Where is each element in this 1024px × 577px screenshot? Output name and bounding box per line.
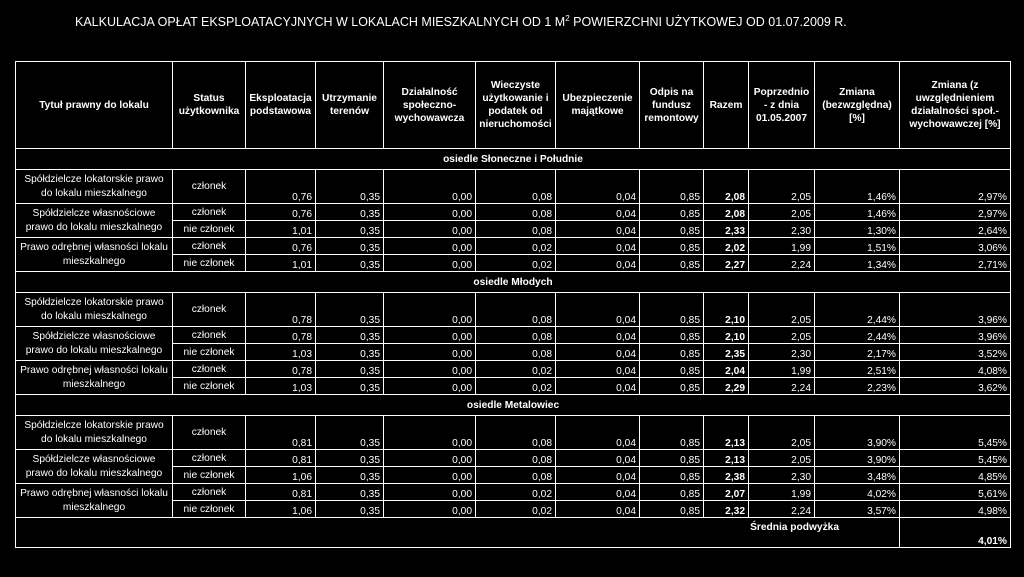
- value-cell: 0,00: [384, 450, 476, 467]
- value-cell: 0,35: [316, 467, 384, 484]
- value-cell: 2,13: [704, 450, 749, 467]
- section-row: [16, 272, 1011, 293]
- value-cell: 1,34%: [815, 255, 900, 272]
- value-cell: 3,48%: [815, 467, 900, 484]
- value-cell: 1,99: [749, 361, 815, 378]
- value-cell: 1,06: [246, 501, 316, 518]
- legal-title-cell: Spółdzielcze własnościowe prawo do lokalu mieszkalnego: [16, 327, 173, 361]
- summary-value: 4,01%: [900, 518, 1011, 548]
- section-row: [16, 149, 1011, 170]
- value-cell: 2,33: [704, 221, 749, 238]
- value-cell: 1,99: [749, 484, 815, 501]
- section-name: osiedle Młodych: [16, 272, 1011, 293]
- section-name: osiedle Słoneczne i Południe: [16, 149, 1011, 170]
- header-zmiana: Zmiana (bezwzględna) [%]: [815, 62, 900, 149]
- value-cell: 0,81: [246, 450, 316, 467]
- value-cell: 0,08: [476, 221, 556, 238]
- value-cell: 2,44%: [815, 327, 900, 344]
- value-cell: 0,00: [384, 238, 476, 255]
- table-row: [16, 416, 1011, 450]
- legal-title-cell: Spółdzielcze lokatorskie prawo do lokalu mieszkalnego: [16, 293, 173, 327]
- header-razem: Razem: [704, 62, 749, 149]
- value-cell: 1,03: [246, 344, 316, 361]
- value-cell: 0,76: [246, 238, 316, 255]
- value-cell: 0,02: [476, 501, 556, 518]
- value-cell: 0,04: [556, 378, 640, 395]
- value-cell: 2,24: [749, 501, 815, 518]
- header-utrzymanie: Utrzymanie terenów: [316, 62, 384, 149]
- value-cell: 0,04: [556, 416, 640, 450]
- legal-title-cell: Spółdzielcze lokatorskie prawo do lokalu mieszkalnego: [16, 416, 173, 450]
- value-cell: 2,07: [704, 484, 749, 501]
- value-cell: 0,78: [246, 361, 316, 378]
- value-cell: 0,35: [316, 344, 384, 361]
- status-cell: członek: [173, 450, 246, 467]
- value-cell: 0,35: [316, 501, 384, 518]
- value-cell: 2,30: [749, 221, 815, 238]
- legal-title-cell: Prawo odrębnej własności lokalu mieszkalnego: [16, 361, 173, 395]
- value-cell: 2,24: [749, 255, 815, 272]
- status-cell: członek: [173, 238, 246, 255]
- value-cell: 2,10: [704, 327, 749, 344]
- value-cell: 0,04: [556, 221, 640, 238]
- value-cell: 0,04: [556, 293, 640, 327]
- value-cell: 0,35: [316, 327, 384, 344]
- value-cell: 0,35: [316, 378, 384, 395]
- header-poprzednio: Poprzednio - z dnia 01.05.2007: [749, 62, 815, 149]
- value-cell: 0,35: [316, 361, 384, 378]
- table-row: [16, 361, 1011, 378]
- value-cell: 2,44%: [815, 293, 900, 327]
- value-cell: 5,45%: [900, 450, 1011, 467]
- value-cell: 1,01: [246, 221, 316, 238]
- status-cell: członek: [173, 484, 246, 501]
- value-cell: 1,03: [246, 378, 316, 395]
- value-cell: 0,85: [640, 450, 704, 467]
- value-cell: 4,08%: [900, 361, 1011, 378]
- status-cell: członek: [173, 416, 246, 450]
- value-cell: 0,00: [384, 416, 476, 450]
- value-cell: 0,76: [246, 170, 316, 204]
- value-cell: 0,85: [640, 327, 704, 344]
- header-zmiana-spol: Zmiana (z uwzględnieniem działalności społ.-wychowawczej [%]: [900, 62, 1011, 149]
- header-title: Tytuł prawny do lokalu: [16, 62, 173, 149]
- value-cell: 2,02: [704, 238, 749, 255]
- value-cell: 5,45%: [900, 416, 1011, 450]
- value-cell: 0,02: [476, 238, 556, 255]
- value-cell: 3,52%: [900, 344, 1011, 361]
- status-cell: nie członek: [173, 221, 246, 238]
- value-cell: 0,85: [640, 416, 704, 450]
- value-cell: 2,38: [704, 467, 749, 484]
- value-cell: 0,00: [384, 327, 476, 344]
- value-cell: 1,46%: [815, 204, 900, 221]
- value-cell: 0,85: [640, 484, 704, 501]
- header-ubezpieczenie: Ubezpieczenie majątkowe: [556, 62, 640, 149]
- value-cell: 2,05: [749, 293, 815, 327]
- value-cell: 0,02: [476, 484, 556, 501]
- value-cell: 0,08: [476, 467, 556, 484]
- value-cell: 0,85: [640, 361, 704, 378]
- status-cell: członek: [173, 170, 246, 204]
- value-cell: 0,04: [556, 344, 640, 361]
- title-tail: POWIERZCHNI UŻYTKOWEJ OD 01.07.2009 R.: [569, 15, 847, 30]
- value-cell: 2,51%: [815, 361, 900, 378]
- value-cell: 2,97%: [900, 204, 1011, 221]
- value-cell: 0,00: [384, 501, 476, 518]
- value-cell: 0,08: [476, 204, 556, 221]
- table-row: [16, 204, 1011, 221]
- table-row: [16, 170, 1011, 204]
- value-cell: 2,30: [749, 467, 815, 484]
- value-cell: 0,04: [556, 361, 640, 378]
- legal-title-cell: Spółdzielcze lokatorskie prawo do lokalu mieszkalnego: [16, 170, 173, 204]
- legal-title-cell: Spółdzielcze własnościowe prawo do lokalu mieszkalnego: [16, 204, 173, 238]
- value-cell: 0,81: [246, 484, 316, 501]
- value-cell: 2,27: [704, 255, 749, 272]
- value-cell: 3,06%: [900, 238, 1011, 255]
- value-cell: 3,62%: [900, 378, 1011, 395]
- value-cell: 0,04: [556, 238, 640, 255]
- value-cell: 2,05: [749, 416, 815, 450]
- value-cell: 4,02%: [815, 484, 900, 501]
- value-cell: 0,35: [316, 416, 384, 450]
- value-cell: 3,90%: [815, 416, 900, 450]
- value-cell: 5,61%: [900, 484, 1011, 501]
- value-cell: 2,08: [704, 170, 749, 204]
- value-cell: 3,90%: [815, 450, 900, 467]
- status-cell: nie członek: [173, 378, 246, 395]
- value-cell: 2,05: [749, 450, 815, 467]
- value-cell: 3,57%: [815, 501, 900, 518]
- value-cell: 0,08: [476, 170, 556, 204]
- section-name: osiedle Metalowiec: [16, 395, 1011, 416]
- header-eksploatacja: Eksploatacja podstawowa: [246, 62, 316, 149]
- value-cell: 0,78: [246, 293, 316, 327]
- status-cell: członek: [173, 327, 246, 344]
- table-row: [16, 484, 1011, 501]
- value-cell: 0,00: [384, 255, 476, 272]
- value-cell: 0,00: [384, 484, 476, 501]
- value-cell: 3,96%: [900, 293, 1011, 327]
- value-cell: 2,23%: [815, 378, 900, 395]
- status-cell: członek: [173, 293, 246, 327]
- value-cell: 0,00: [384, 204, 476, 221]
- table-body: [16, 149, 1011, 548]
- value-cell: 0,04: [556, 484, 640, 501]
- value-cell: 2,05: [749, 327, 815, 344]
- table-row: [16, 238, 1011, 255]
- value-cell: 1,30%: [815, 221, 900, 238]
- value-cell: 0,85: [640, 501, 704, 518]
- header-dzialalnosc: Działalność społeczno-wychowawcza: [384, 62, 476, 149]
- value-cell: 0,35: [316, 293, 384, 327]
- value-cell: 0,85: [640, 378, 704, 395]
- value-cell: 0,08: [476, 416, 556, 450]
- value-cell: 2,13: [704, 416, 749, 450]
- value-cell: 0,35: [316, 221, 384, 238]
- value-cell: 1,99: [749, 238, 815, 255]
- header-row: [16, 62, 1011, 149]
- table-row: [16, 450, 1011, 467]
- value-cell: 1,46%: [815, 170, 900, 204]
- value-cell: 2,05: [749, 170, 815, 204]
- value-cell: 0,85: [640, 170, 704, 204]
- value-cell: 0,85: [640, 293, 704, 327]
- value-cell: 4,98%: [900, 501, 1011, 518]
- value-cell: 0,35: [316, 450, 384, 467]
- value-cell: 2,24: [749, 378, 815, 395]
- value-cell: 0,00: [384, 170, 476, 204]
- value-cell: 2,64%: [900, 221, 1011, 238]
- value-cell: 2,10: [704, 293, 749, 327]
- value-cell: 2,35: [704, 344, 749, 361]
- status-cell: nie członek: [173, 255, 246, 272]
- value-cell: 0,08: [476, 293, 556, 327]
- status-cell: nie członek: [173, 344, 246, 361]
- value-cell: 0,08: [476, 450, 556, 467]
- value-cell: 0,00: [384, 361, 476, 378]
- status-cell: członek: [173, 204, 246, 221]
- value-cell: 2,17%: [815, 344, 900, 361]
- table-row: [16, 293, 1011, 327]
- status-cell: nie członek: [173, 501, 246, 518]
- summary-label: Średnia podwyżka: [16, 518, 900, 548]
- value-cell: 0,02: [476, 255, 556, 272]
- value-cell: 0,04: [556, 327, 640, 344]
- value-cell: 0,02: [476, 361, 556, 378]
- value-cell: 0,35: [316, 170, 384, 204]
- value-cell: 0,00: [384, 467, 476, 484]
- header-wieczyste: Wieczyste użytkowanie i podatek od nieruchomości: [476, 62, 556, 149]
- value-cell: 0,08: [476, 327, 556, 344]
- value-cell: 0,85: [640, 344, 704, 361]
- value-cell: 0,85: [640, 467, 704, 484]
- value-cell: 0,00: [384, 378, 476, 395]
- status-cell: członek: [173, 361, 246, 378]
- header-odpis: Odpis na fundusz remontowy: [640, 62, 704, 149]
- value-cell: 2,05: [749, 204, 815, 221]
- value-cell: 0,04: [556, 467, 640, 484]
- value-cell: 0,04: [556, 450, 640, 467]
- value-cell: 0,04: [556, 501, 640, 518]
- value-cell: 0,04: [556, 170, 640, 204]
- value-cell: 0,35: [316, 484, 384, 501]
- value-cell: 0,08: [476, 344, 556, 361]
- value-cell: 2,97%: [900, 170, 1011, 204]
- legal-title-cell: Prawo odrębnej własności lokalu mieszkalnego: [16, 484, 173, 518]
- value-cell: 0,85: [640, 238, 704, 255]
- table-row: [16, 327, 1011, 344]
- page-title: [75, 14, 847, 29]
- value-cell: 2,29: [704, 378, 749, 395]
- legal-title-cell: Spółdzielcze własnościowe prawo do lokalu mieszkalnego: [16, 450, 173, 484]
- value-cell: 2,04: [704, 361, 749, 378]
- section-row: [16, 395, 1011, 416]
- value-cell: 0,85: [640, 204, 704, 221]
- title-superscript: 2: [565, 14, 570, 23]
- fee-table: [15, 61, 1011, 548]
- value-cell: 1,06: [246, 467, 316, 484]
- title-main: KALKULACJA OPŁAT EKSPLOATACYJNYCH W LOKALACH MIESZKALNYCH OD 1 M: [75, 15, 566, 30]
- legal-title-cell: Prawo odrębnej własności lokalu mieszkalnego: [16, 238, 173, 272]
- summary-row: [16, 518, 1011, 548]
- value-cell: 0,00: [384, 221, 476, 238]
- value-cell: 2,08: [704, 204, 749, 221]
- value-cell: 0,35: [316, 238, 384, 255]
- value-cell: 1,01: [246, 255, 316, 272]
- value-cell: 0,85: [640, 221, 704, 238]
- value-cell: 0,00: [384, 293, 476, 327]
- value-cell: 0,78: [246, 327, 316, 344]
- value-cell: 1,51%: [815, 238, 900, 255]
- value-cell: 0,04: [556, 255, 640, 272]
- value-cell: 0,00: [384, 344, 476, 361]
- header-status: Status użytkownika: [173, 62, 246, 149]
- value-cell: 0,35: [316, 204, 384, 221]
- value-cell: 2,71%: [900, 255, 1011, 272]
- value-cell: 0,02: [476, 378, 556, 395]
- value-cell: 0,76: [246, 204, 316, 221]
- value-cell: 0,04: [556, 204, 640, 221]
- value-cell: 0,81: [246, 416, 316, 450]
- value-cell: 2,32: [704, 501, 749, 518]
- value-cell: 2,30: [749, 344, 815, 361]
- value-cell: 4,85%: [900, 467, 1011, 484]
- status-cell: nie członek: [173, 467, 246, 484]
- value-cell: 0,85: [640, 255, 704, 272]
- value-cell: 0,35: [316, 255, 384, 272]
- value-cell: 3,96%: [900, 327, 1011, 344]
